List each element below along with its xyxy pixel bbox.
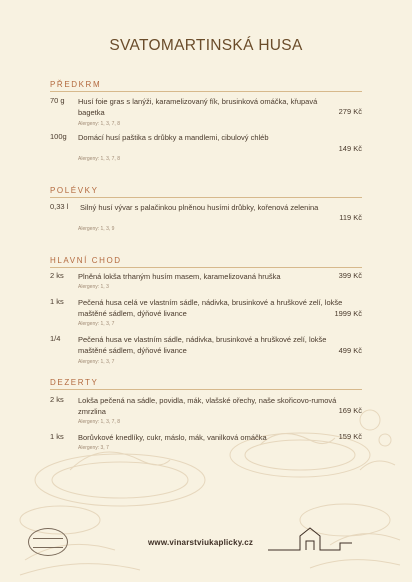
logo-banner [33, 538, 63, 548]
item-price: 279 Kč [338, 107, 362, 116]
item-allergens: Alergeny: 1, 3, 7, 8 [78, 156, 120, 162]
item-allergens: Alergeny: 1, 3, 9 [78, 226, 115, 232]
winery-logo [28, 528, 68, 556]
section-divider [50, 389, 362, 390]
item-allergens: Alergeny: 1, 3 [78, 284, 109, 290]
item-price: 499 Kč [338, 346, 362, 355]
item-name: Domácí husí paštika s drůbky a mandlemi, cibulový chléb [78, 133, 269, 142]
item-quantity: 70 g [50, 96, 65, 105]
item-allergens: Alergeny: 3, 7 [78, 445, 109, 451]
section-heading-predkrm: PŘEDKRM [50, 80, 102, 89]
item-name: Pečená husa ve vlastním sádle, nádivka, brusinkové a hruškové zelí, lokše maštěné sádlem, dýňové livance [78, 335, 327, 355]
item-quantity: 2 ks [50, 271, 64, 280]
item-quantity: 100g [50, 132, 67, 141]
section-divider [50, 267, 362, 268]
item-name: Plněná lokša trhaným husím masem, karamelizovaná hruška [78, 272, 281, 281]
website-link[interactable]: www.vinarstviukaplicky.cz [148, 538, 254, 547]
item-price: 1999 Kč [334, 309, 362, 318]
section-divider [50, 91, 362, 92]
item-allergens: Alergeny: 1, 3, 7 [78, 321, 115, 327]
item-price: 159 Kč [338, 432, 362, 441]
item-quantity: 1/4 [50, 334, 61, 343]
item-quantity: 2 ks [50, 395, 64, 404]
item-quantity: 0,33 l [50, 202, 69, 211]
section-heading-hlavni-chod: HLAVNÍ CHOD [50, 256, 122, 265]
item-name: Pečená husa celá ve vlastním sádle, nádivka, brusinkové a hruškové zelí, lokše maštěné sádlem, dýňové livance [78, 298, 343, 318]
item-quantity: 1 ks [50, 297, 64, 306]
item-price: 149 Kč [338, 144, 362, 153]
page-title: SVATOMARTINSKÁ HUSA [109, 37, 303, 54]
item-price: 169 Kč [338, 406, 362, 415]
item-name: Husí foie gras s lanýži, karamelizovaný fík, brusinková omáčka, křupavá bagetka [78, 97, 318, 117]
item-name: Borůvkové knedlíky, cukr, máslo, mák, vanilková omáčka [78, 433, 267, 442]
section-divider [50, 197, 362, 198]
item-allergens: Alergeny: 1, 3, 7 [78, 359, 115, 365]
section-heading-polevky: POLÉVKY [50, 186, 99, 195]
item-allergens: Alergeny: 1, 3, 7, 8 [78, 121, 120, 127]
item-quantity: 1 ks [50, 432, 64, 441]
item-name: Lokša pečená na sádle, povidla, mák, vlašské ořechy, naše skořicovo-rumová zmrzlina [78, 396, 337, 416]
section-heading-dezerty: DEZERTY [50, 378, 99, 387]
item-name: Silný husí vývar s palačinkou plněnou husími drůbky, kořenová zelenina [80, 203, 319, 212]
item-allergens: Alergeny: 1, 3, 7, 8 [78, 419, 120, 425]
item-price: 119 Kč [339, 213, 362, 222]
item-price: 399 Kč [338, 271, 362, 280]
